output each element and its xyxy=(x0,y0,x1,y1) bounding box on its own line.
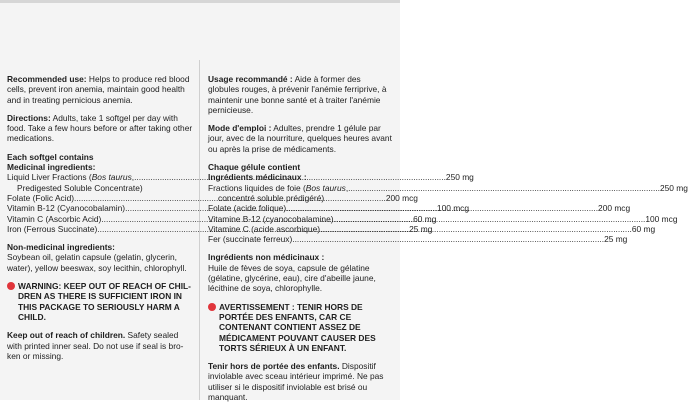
usage-heading: Usage recommandé : xyxy=(208,74,293,84)
directions xyxy=(7,113,194,144)
ingredient-amount: 25 mg xyxy=(604,234,628,245)
ingredient-amount: 200 mcg xyxy=(598,203,631,214)
keep-out-text: Safety sealed with printed inner seal. Do not use if seal is bro-ken or missing. xyxy=(7,330,184,361)
non-medicinal-heading: Non-medicinal ingredients: xyxy=(7,242,115,253)
ingredient-name: Vitamin C (Ascorbic Acid) xyxy=(7,213,102,224)
ingredient-name: Vitamine C (acide ascorbique) xyxy=(208,223,321,234)
non-medicinal-text: Soybean oil, gelatin capsule (gelatin, glycerin, water), yellow beeswax, soy lecithin, chlorophyll. xyxy=(7,252,187,273)
mode-emploi-heading: Mode d'emploi : xyxy=(208,123,272,134)
ingredient-name: Vitamine B-12 (cyanocobalamine) xyxy=(208,213,334,224)
ingredient-amount: 200 mcg xyxy=(385,192,418,203)
ingredient-name: Liquid Liver Fractions ( xyxy=(7,172,92,183)
ingredient-amount: 250 mg xyxy=(445,172,474,183)
chaque-gelule-heading: Chaque gélule contient xyxy=(208,162,301,173)
ingredients-non-medicinaux-text: Huile de fèves de soya, capsule de gélatine (gélatine, glycérine, eau), cire d'abeille jaune, lécithine de soya, chlorophylle. xyxy=(208,262,376,294)
ingredient-row-continuation: concentré soluble prédigéré) xyxy=(218,192,325,203)
ingredient-name: Vitamin B-12 (Cyanocobalamin) xyxy=(7,203,126,214)
leader-dots xyxy=(334,214,646,224)
ingredient-latin-name: Bos taurus xyxy=(305,182,346,193)
medicinal-heading: Medicinal ingredients: xyxy=(7,162,96,173)
ingredient-name: Fractions liquides de foie ( xyxy=(208,182,306,193)
keep-out-of-reach xyxy=(7,330,194,361)
leader-dots xyxy=(345,182,660,193)
warning-dot-icon xyxy=(7,282,15,290)
leader-dots xyxy=(286,203,598,213)
ingredient-amount: 25 mg xyxy=(409,223,433,234)
tenir-hors-portee-text: Dispositif inviolable avec sceau intérieur imprimé. Ne pas utiliser si le dispositif inviolable est brisé ou manquant. xyxy=(208,361,384,403)
recommended-use-heading: Recommended use: xyxy=(7,74,87,84)
ingredient-row xyxy=(208,234,628,245)
french-column xyxy=(208,74,688,410)
directions-text: Adults, take 1 softgel per day with food. Take a few hours before or after taking other medications. xyxy=(7,112,193,144)
avertissement-block xyxy=(208,302,394,353)
recommended-use xyxy=(7,74,194,105)
leader-dots xyxy=(320,224,632,234)
directions-heading: Directions: xyxy=(7,112,51,123)
ingredients-medicinaux-heading: Ingrédients médicinaux : xyxy=(208,172,307,183)
ingredient-name-suffix: , xyxy=(131,172,135,183)
ingredient-amount: 100 mcg xyxy=(645,213,678,224)
ingredient-name: Fer (succinate ferreux) xyxy=(208,234,293,245)
tenir-hors-portee xyxy=(208,361,394,402)
ingredient-name: Folate (acide folique) xyxy=(208,203,287,214)
each-softgel-heading: Each softgel contains xyxy=(7,151,94,162)
mode-emploi-text: Adultes, prendre 1 gélule par jour, avec de la nourriture, quelques heures avant ou après la prise de médicaments. xyxy=(208,123,392,154)
top-rule xyxy=(0,0,400,3)
recommended-use-text: Helps to produce red blood cells, prevent iron anemia, maintain good health and in treating pernicious anemia. xyxy=(7,74,190,105)
ingredient-latin-name: Bos taurus xyxy=(91,172,132,183)
usage-text: Aide à former des globules rouges, à prévenir l'anémie ferriprive, à maintenir une bonne santé et à traiter l'anémie pernicieuse. xyxy=(208,74,387,115)
ingredient-amount: 100 mcg xyxy=(436,203,470,214)
ingredient-row-continuation: Predigested Soluble Concentrate) xyxy=(17,182,143,193)
usage-recommande xyxy=(208,74,394,115)
keep-out-heading: Keep out of reach of children. xyxy=(7,330,126,341)
ingredient-amount: 250 mg xyxy=(659,182,688,193)
ingredient-name-suffix: , xyxy=(345,182,349,193)
tenir-hors-portee-heading: Tenir hors de portée des enfants. xyxy=(208,361,340,372)
ingredient-amount: 60 mg xyxy=(631,223,656,234)
ingredient-name: Folate (Folic Acid) xyxy=(7,192,75,203)
ingredient-name: Iron (Ferrous Succinate) xyxy=(7,223,98,234)
ingredient-amount: 60 mg xyxy=(413,213,437,224)
leader-dots xyxy=(292,234,604,244)
ingredient-row xyxy=(208,182,688,193)
warning-text: WARNING: KEEP OUT OF REACH OF CHIL-DREN AS THERE IS SUFFICIENT IRON IN THIS PACKAGE TO SERIOUSLY HARM A CHILD. xyxy=(18,281,191,322)
avertissement-text: AVERTISSEMENT : TENIR HORS DE PORTÉE DES ENFANTS, CAR CE CONTENANT CONTIENT ASSEZ DE MÉDICAMENT POUVANT CAUSER DES TORTS SÉRIEUX À UN ENFANT. xyxy=(219,301,376,353)
warning-dot-icon xyxy=(208,303,216,311)
mode-emploi xyxy=(208,123,394,154)
warning-block xyxy=(7,281,194,322)
ingredients-non-medicinaux-heading: Ingrédients non médicinaux : xyxy=(208,252,325,263)
